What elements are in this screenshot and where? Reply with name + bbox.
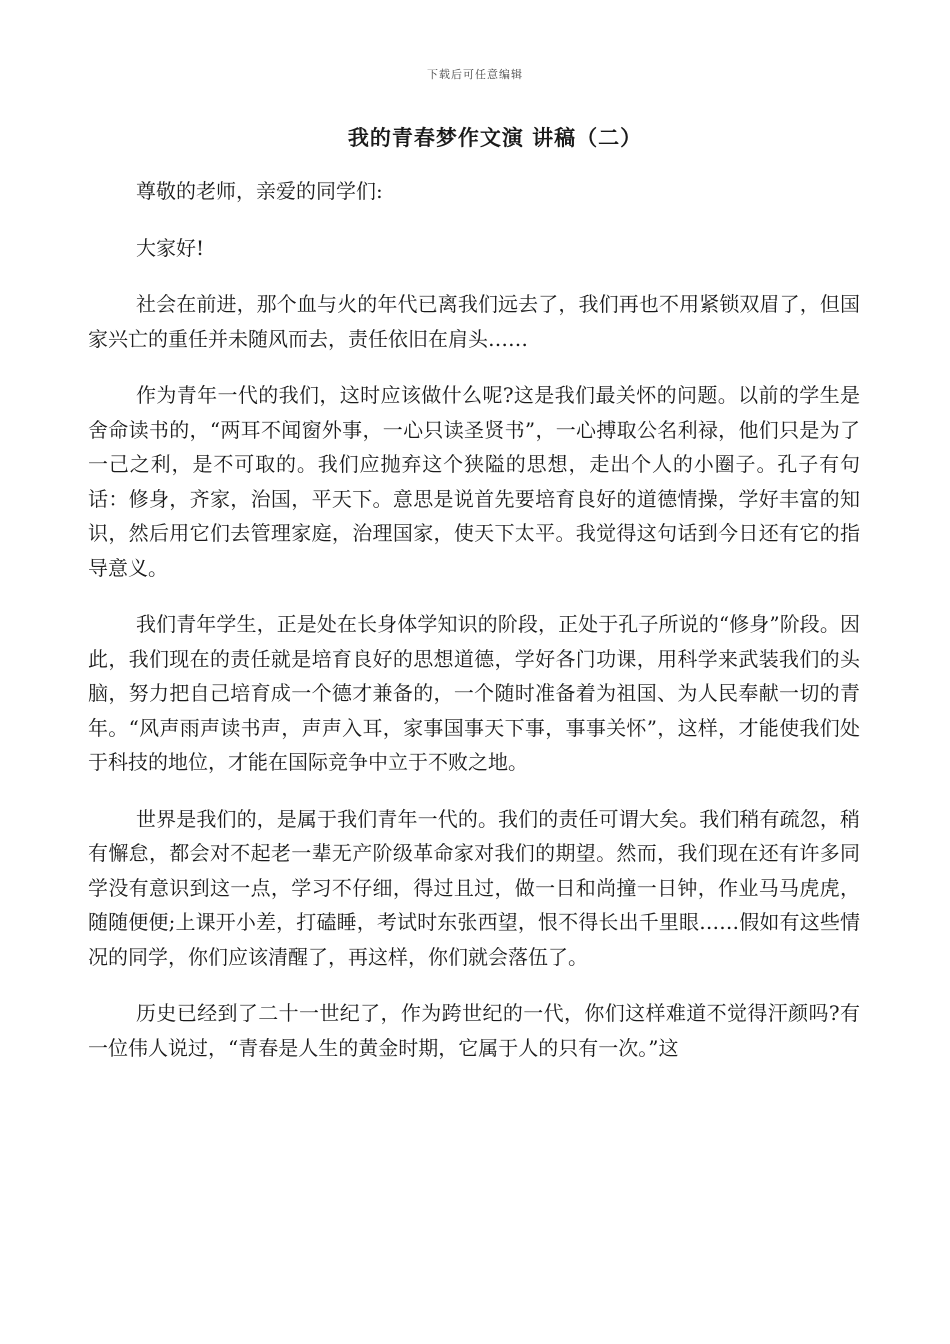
header-note: 下载后可任意编辑 [427,68,523,81]
paragraph: 历史已经到了二十一世纪了，作为跨世纪的一代，你们这样难道不觉得汗颜吗?有一位伟人说过，“青春是人生的黄金时期，它属于人的只有一次。”这 [88,1001,860,1060]
document-title: 我的青春梦作文演 讲稿（二） [347,125,643,150]
paragraph: 作为青年一代的我们，这时应该做什么呢?这是我们最关怀的问题。以前的学生是舍命读书的，“两耳不闻窗外事，一心只读圣贤书”，一心搏取公名利禄，他们只是为了一己之利，是不可取的。我们应抛弃这个狭隘的思想，走出个人的小圈子。孔子有句话：修身，齐家，治国，平天下。意思是说首先要培育良好的道德情操，学好丰富的知识，然后用它们去管理家庭，治理国家，使天下太平。我觉得这句话到今日还有它的指导意义。 [88,383,860,580]
paragraph: 世界是我们的，是属于我们青年一代的。我们的责任可谓大矣。我们稍有疏忽，稍有懈怠，都会对不起老一辈无产阶级革命家对我们的期望。然而，我们现在还有许多同学没有意识到这一点，学习不仔细，得过且过，做一日和尚撞一日钟，作业马马虎虎，随随便便;上课开小差，打磕睡，考试时东张西望，恨不得长出千里眼……假如有这些情况的同学，你们应该清醒了，再这样，你们就会落伍了。 [88,806,860,969]
paragraph: 我们青年学生，正是处在长身体学知识的阶段，正处于孔子所说的“修身”阶段。因此，我们现在的责任就是培育良好的思想道德，学好各门功课，用科学来武装我们的头脑，努力把自己培育成一个德才兼备的，一个随时准备着为祖国、为人民奉献一切的青年。“风声雨声读书声，声声入耳，家事国事天下事，事事关怀”，这样，才能使我们处于科技的地位，才能在国际竞争中立于不败之地。 [88,612,860,774]
greeting: 大家好! [136,235,205,260]
paragraph: 社会在前进，那个血与火的年代已离我们远去了，我们再也不用紧锁双眉了，但国家兴亡的重任并未随风而去，责任依旧在肩头…… [88,292,860,351]
document-body [88,174,860,1087]
salutation: 尊敬的老师，亲爱的同学们: [136,179,383,203]
